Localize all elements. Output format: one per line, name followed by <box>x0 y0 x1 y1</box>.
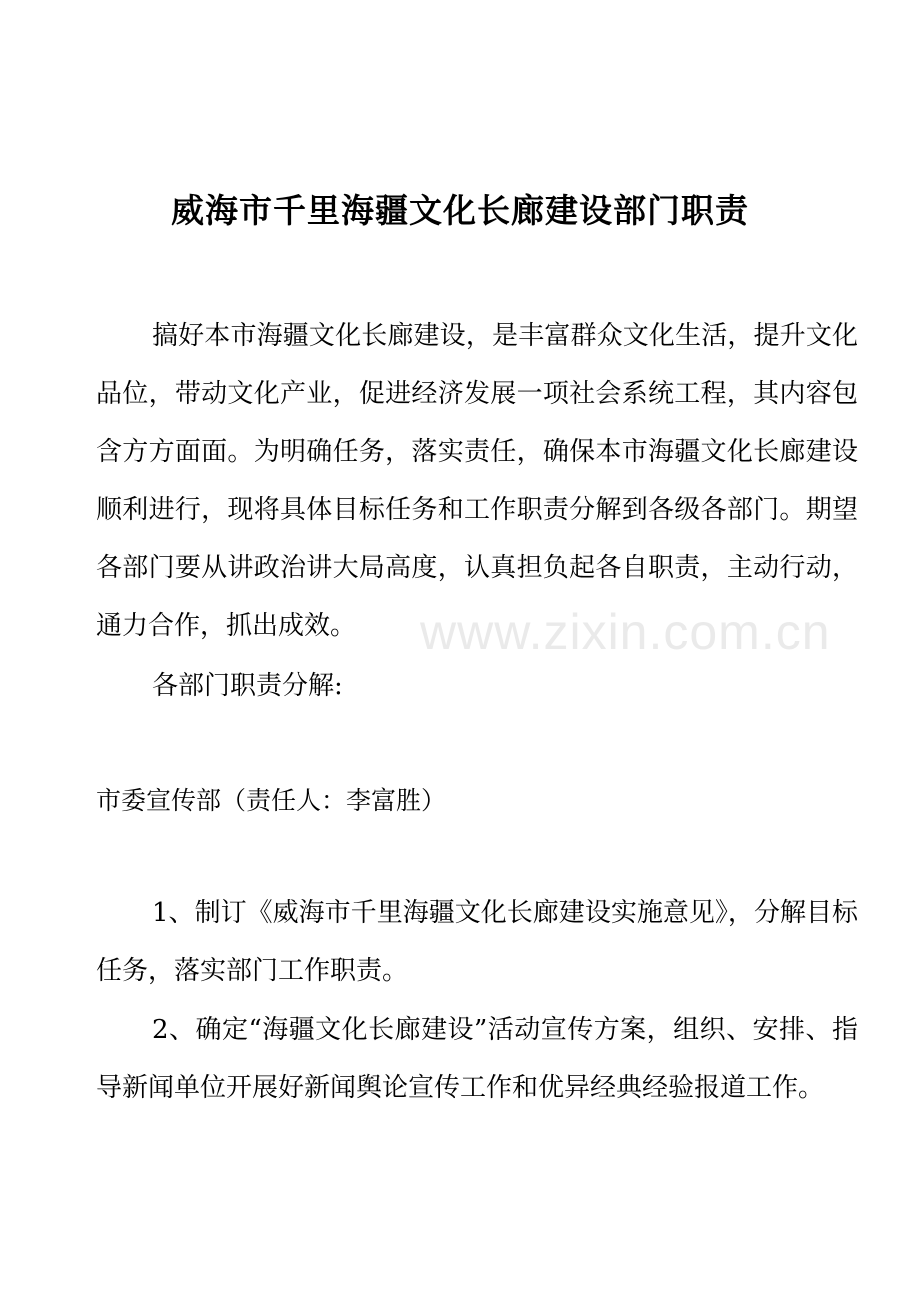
watermark: www.zixin.com.cn <box>420 604 831 660</box>
list-item: 1、制订《威海市千里海疆文化长廊建设实施意见》，分解目标任务，落实部门工作职责。 <box>96 898 858 986</box>
section-heading: 市委宣传部（责任人：李富胜） <box>96 786 447 815</box>
intro-paragraph: 搞好本市海疆文化长廊建设，是丰富群众文化生活，提升文化品位，带动文化产业，促进经济发展一项社会系统工程，其内容包含方方面面。为明确任务，落实责任，确保本市海疆文化长廊建设顺利进行，现将具体目标任务和工作职责分解到各级各部门。期望各部门要从讲政治讲大局高度，认真担负起各自职责，主动行动，通力合作，抓出成效。 <box>96 321 858 641</box>
document-title: 威海市千里海疆文化长廊建设部门职责 <box>171 191 749 230</box>
list-item: 2、确定“海疆文化长廊建设”活动宣传方案，组织、安排、指导新闻单位开展好新闻舆论宣传工作和优异经典经验报道工作。 <box>96 1015 858 1103</box>
breakdown-label: 各部门职责分解: <box>152 671 343 701</box>
